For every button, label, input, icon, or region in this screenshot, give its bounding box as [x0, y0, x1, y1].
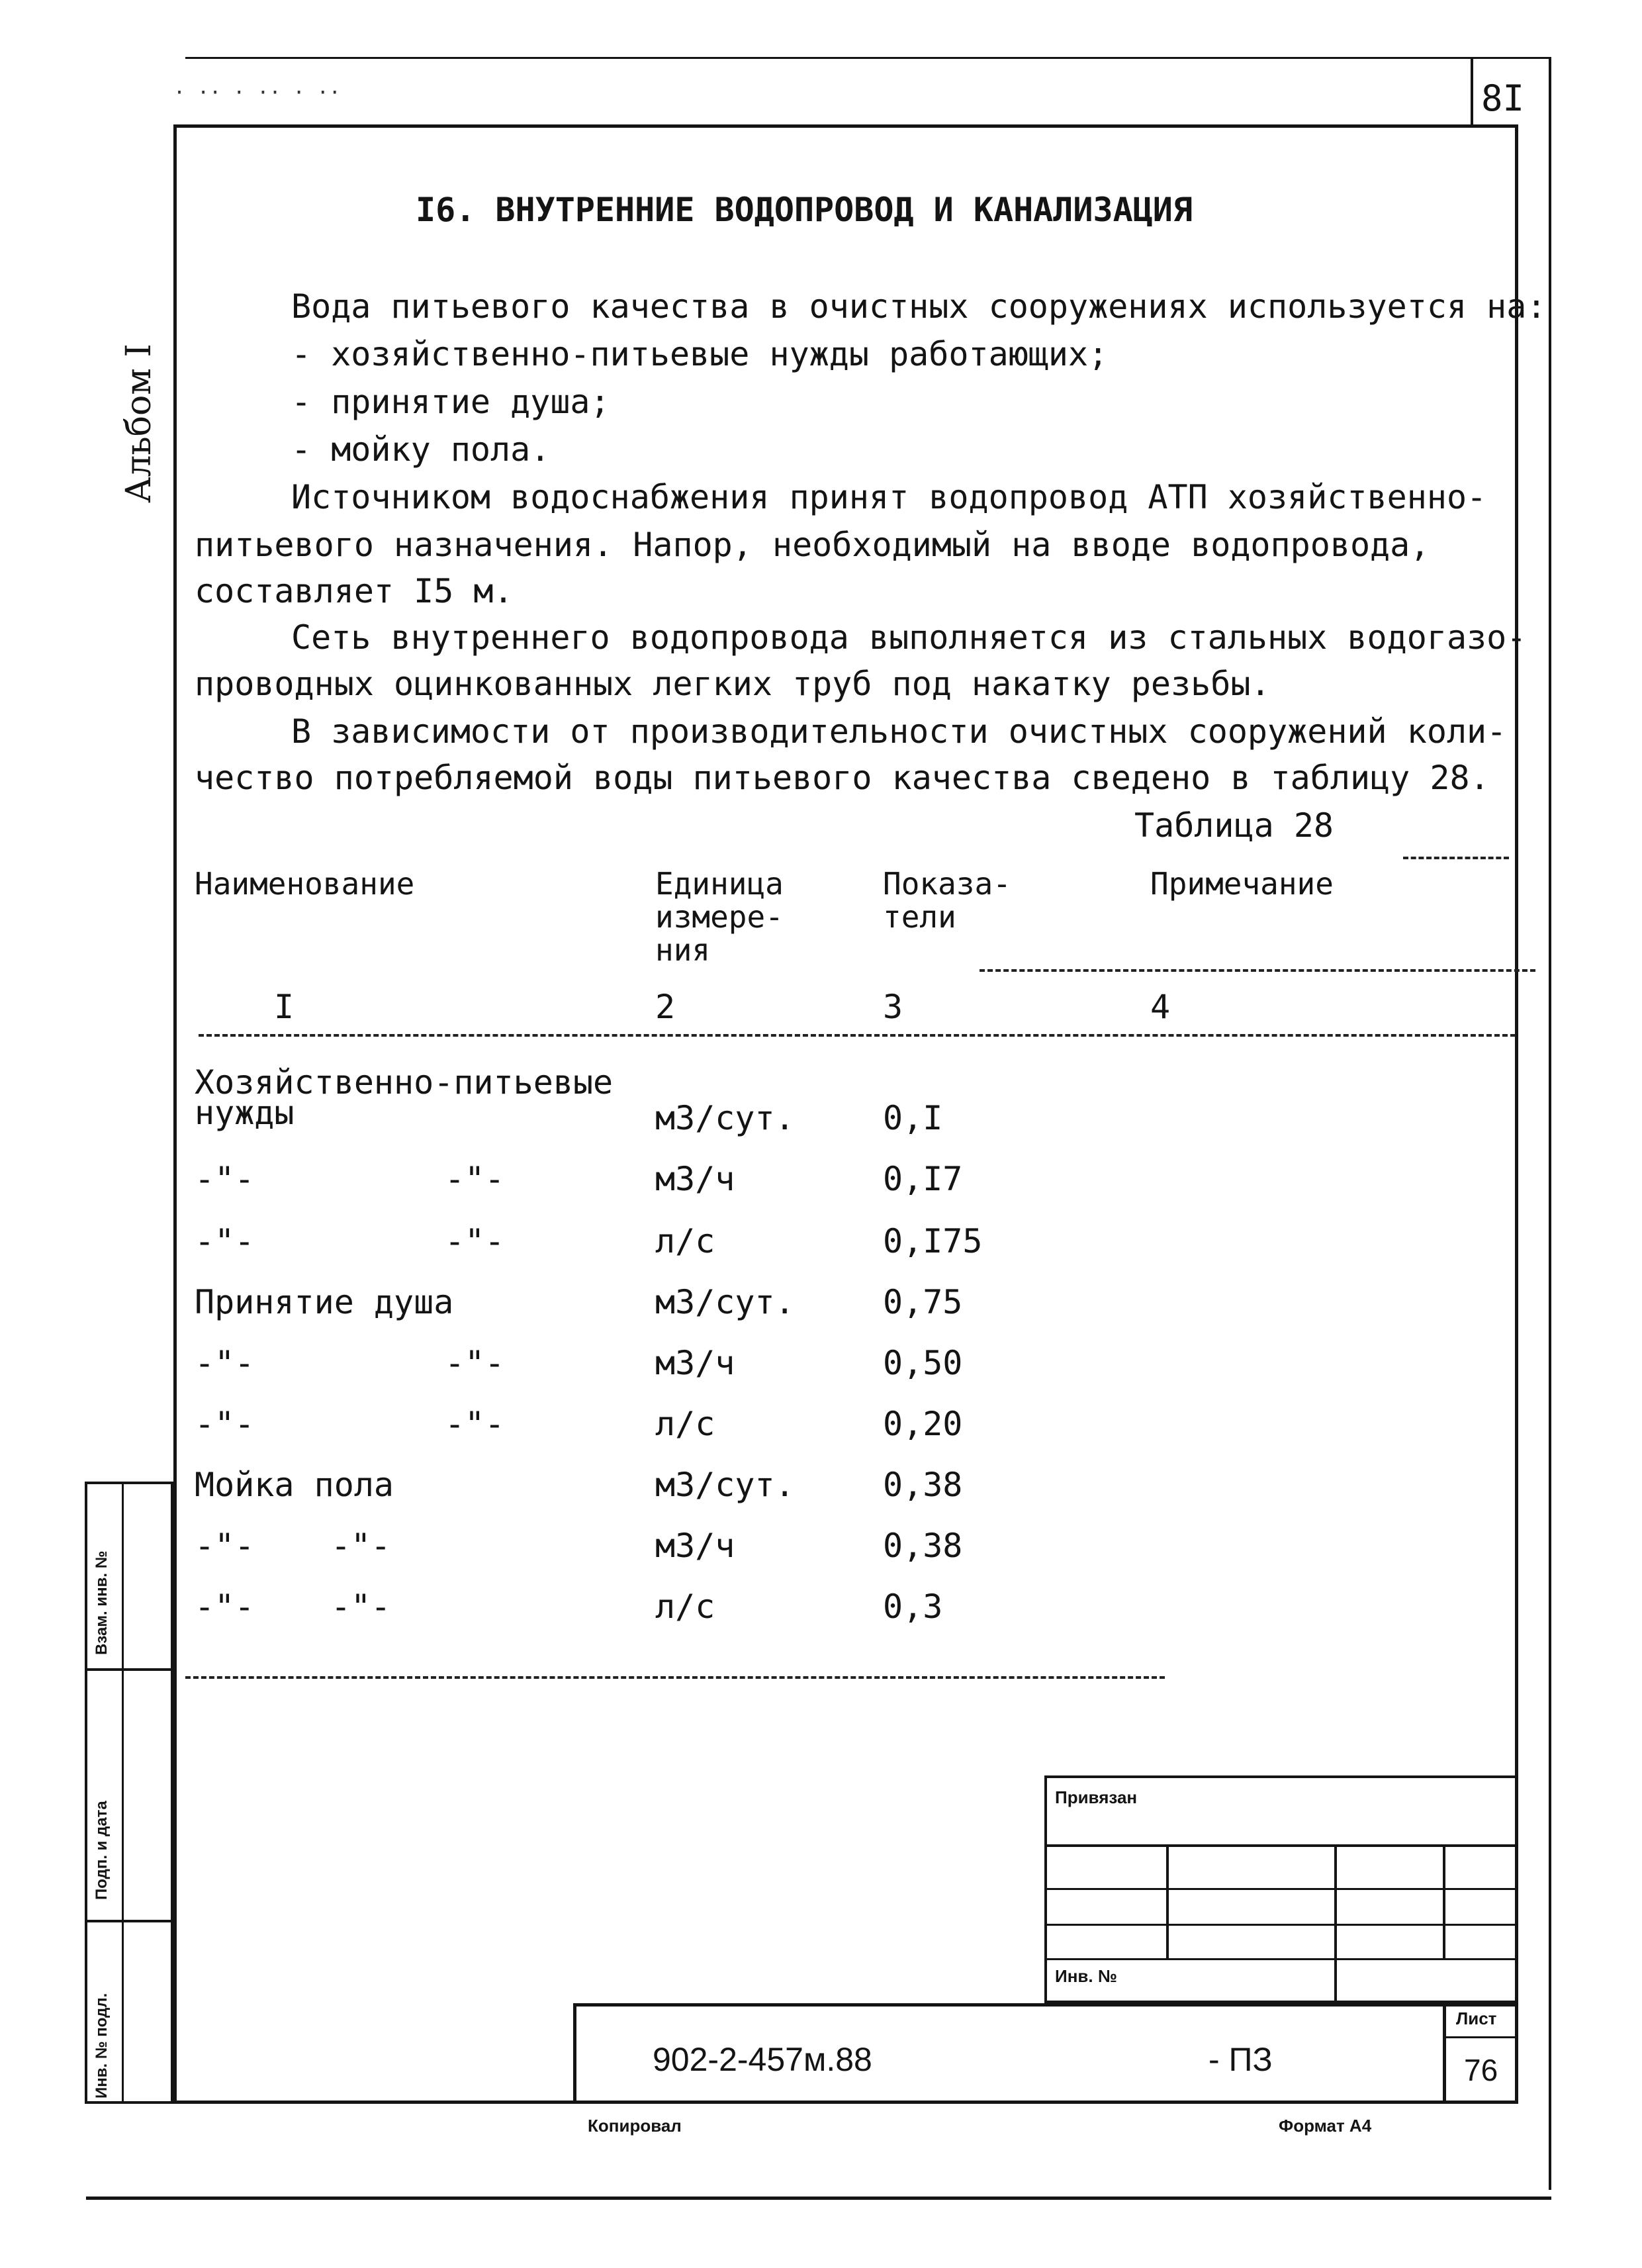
row-ditto: -"- [331, 1527, 391, 1565]
row-name: -"- [195, 1344, 255, 1382]
header-note: Примечание [1150, 866, 1334, 902]
row-unit: м3/ч [655, 1344, 735, 1382]
top-scribble: · ·· · ·· · ·· [173, 81, 341, 105]
paragraph-line: Источником водоснабжения принят водопровод АТП хозяйственно- [291, 478, 1487, 516]
row-value: 0,I7 [883, 1160, 963, 1198]
page-number: 8I [1481, 77, 1525, 119]
row-unit: л/с [655, 1405, 715, 1443]
row-value: 0,I75 [883, 1222, 983, 1260]
row-unit: м3/сут. [655, 1283, 795, 1321]
row-value: 0,50 [883, 1344, 963, 1382]
row-unit: м3/ч [655, 1527, 735, 1565]
row-value: 0,75 [883, 1283, 963, 1321]
row-unit: л/с [655, 1587, 715, 1626]
header-name: Наименование [195, 866, 415, 902]
sheet-label: Лист [1456, 2008, 1497, 2028]
side-label-inv: Инв. № подл. [93, 1993, 111, 2099]
paragraph-line: чество потребляемой воды питьевого качества сведено в таблицу 28. [195, 759, 1490, 797]
paragraph-line: составляет I5 м. [195, 572, 514, 610]
row-name: -"- [195, 1587, 255, 1626]
row-ditto: -"- [445, 1222, 505, 1260]
row-ditto: -"- [445, 1160, 505, 1198]
row-unit: м3/сут. [655, 1466, 795, 1504]
row-ditto: -"- [445, 1344, 505, 1382]
row-name: Хозяйственно-питьевые нужды [195, 1063, 614, 1132]
row-name: -"- [195, 1405, 255, 1443]
row-ditto: -"- [445, 1405, 505, 1443]
sheet-number: 76 [1464, 2053, 1498, 2087]
paragraph-line: - мойку пола. [291, 430, 551, 469]
header-value: Показа- тели [883, 866, 1011, 935]
side-label-vzam: Взам. инв. № [93, 1550, 111, 1655]
paragraph-line: Сеть внутреннего водопровода выполняется из стальных водогазо- [291, 618, 1527, 657]
album-label: Альбом I [119, 344, 159, 503]
row-name: Мойка пола [195, 1466, 394, 1504]
paragraph-line: питьевого назначения. Напор, необходимый на вводе водопровода, [195, 526, 1430, 564]
stamp-inv-no: Инв. № [1055, 1966, 1117, 1986]
col-num-2: 2 [655, 988, 676, 1026]
row-value: 0,3 [883, 1587, 943, 1626]
stamp-format: Формат А4 [1279, 2116, 1372, 2136]
side-label-podp: Подп. и дата [93, 1801, 111, 1900]
row-unit: м3/ч [655, 1160, 735, 1198]
doc-suffix: - ПЗ [1209, 2041, 1273, 2078]
row-name: -"- [195, 1527, 255, 1565]
paragraph-line: Вода питьевого качества в очистных сооружениях используется на: [291, 287, 1547, 326]
table-caption: Таблица 28 [1134, 806, 1334, 845]
stamp-privyazan: Привязан [1055, 1787, 1138, 1807]
row-unit: л/с [655, 1222, 715, 1260]
paragraph-line: В зависимости от производительности очистных сооружений коли- [291, 712, 1507, 751]
row-ditto: -"- [331, 1587, 391, 1626]
col-num-4: 4 [1150, 988, 1171, 1026]
col-num-3: 3 [883, 988, 903, 1026]
paragraph-line: проводных оцинкованных легких труб под накатку резьбы. [195, 665, 1271, 703]
section-title: I6. ВНУТРЕННИЕ ВОДОПРОВОД И КАНАЛИЗАЦИЯ [416, 191, 1193, 229]
stamp-copied: Копировал [588, 2116, 682, 2136]
col-num-1: I [274, 988, 295, 1026]
header-unit: Единица измере- ния [655, 866, 784, 968]
paragraph-line: - принятие душа; [291, 383, 610, 421]
row-value: 0,I [883, 1099, 943, 1137]
doc-code: 902-2-457м.88 [653, 2041, 872, 2078]
row-name: -"- [195, 1222, 255, 1260]
row-unit: м3/сут. [655, 1099, 795, 1137]
row-value: 0,38 [883, 1527, 963, 1565]
row-name: Принятие душа [195, 1283, 454, 1321]
row-value: 0,20 [883, 1405, 963, 1443]
paragraph-line: - хозяйственно-питьевые нужды работающих; [291, 335, 1109, 373]
row-value: 0,38 [883, 1466, 963, 1504]
row-name: -"- [195, 1160, 255, 1198]
